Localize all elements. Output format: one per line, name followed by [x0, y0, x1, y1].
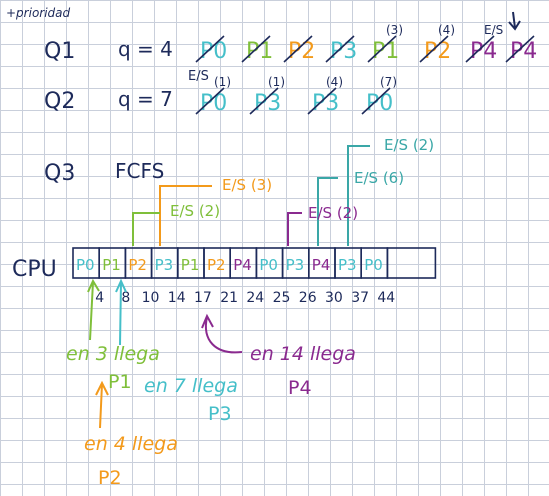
note-p3-proc: P3: [208, 403, 232, 425]
cpu-cell-label-10: P3: [338, 256, 357, 274]
io-bracket-green: [133, 213, 160, 246]
cpu-cell-label-8: P3: [285, 256, 305, 274]
arrival-arrow-p3: [116, 281, 126, 345]
io-label-teal-6: E/S (6): [354, 169, 405, 187]
q3-label: Q3: [44, 161, 76, 186]
q1-item-4: P1: [372, 39, 400, 64]
q2-note-3: (7): [380, 75, 397, 89]
cpu-tick-5: 21: [220, 290, 239, 306]
note-p4-proc: P4: [288, 377, 312, 399]
cpu-tick-9: 30: [325, 290, 343, 306]
q1-item-2: P2: [288, 39, 316, 64]
q2-label: Q2: [44, 89, 76, 114]
q2-note-1: (1): [268, 75, 285, 89]
arrival-arrow-p1: [88, 281, 99, 340]
note-p1-proc: P1: [108, 371, 132, 393]
note-p1-text: en 3 llega: [66, 343, 160, 365]
cpu-cell-label-1: P1: [102, 256, 121, 274]
q1-item-7: P4: [510, 39, 538, 64]
q2-item-2: P3: [312, 91, 340, 116]
q1-item-3: P3: [330, 39, 358, 64]
cpu-tick-7: 25: [272, 290, 291, 306]
cpu-tick-10: 37: [351, 290, 370, 306]
q3-policy: FCFS: [115, 159, 165, 183]
io-bracket-teal-2: [348, 146, 370, 246]
q1-item-6: P4: [470, 39, 498, 64]
cpu-tick-11: 44: [377, 290, 396, 306]
q1-item-0: P0: [200, 39, 228, 64]
io-bracket-purple: [288, 213, 302, 246]
q2-item-0: P0: [200, 91, 228, 116]
q2-note-2: (4): [326, 75, 343, 89]
cpu-cell-label-9: P4: [311, 256, 331, 274]
io-label-orange: E/S (3): [222, 176, 273, 194]
q2-item-1: P3: [254, 91, 282, 116]
q1-item-5: P2: [424, 39, 452, 64]
cpu-cell-label-3: P3: [154, 256, 174, 274]
es-down-arrow: [509, 12, 520, 29]
cpu-tick-4: 17: [194, 290, 212, 306]
cpu-gantt-row: [73, 248, 435, 278]
q1-quantum: q = 4: [118, 37, 173, 61]
q1-label: Q1: [44, 39, 76, 64]
q1-note-5: (4): [438, 23, 455, 37]
cpu-cell-label-6: P4: [233, 256, 252, 274]
note-p3-text: en 7 llega: [144, 375, 238, 397]
cpu-cell-label-4: P1: [180, 256, 200, 274]
q1-note-6: E/S: [484, 23, 504, 37]
io-label-teal-2: E/S (2): [384, 136, 435, 154]
cpu-cell-empty: [387, 248, 435, 278]
cpu-tick-6: 24: [246, 290, 265, 306]
io-label-purple: E/S (2): [308, 204, 359, 222]
cpu-cell-label-0: P0: [76, 256, 95, 274]
cpu-tick-1: 8: [121, 290, 131, 306]
note-p2-proc: P2: [98, 467, 122, 489]
cpu-cell-label-2: P2: [128, 256, 147, 274]
cpu-tick-2: 10: [141, 290, 160, 306]
cpu-cell-label-7: P0: [259, 256, 278, 274]
q2-es-label: E/S: [188, 69, 209, 84]
q2-note-0: (1): [214, 75, 231, 89]
cpu-cell-label-5: P2: [207, 256, 226, 274]
note-p2-text: en 4 llega: [84, 433, 178, 455]
priority-title: +prioridad: [6, 6, 71, 20]
io-label-green: E/S (2): [170, 202, 221, 220]
q1-note-4: (3): [386, 23, 403, 37]
q1-queue-items: [196, 23, 537, 64]
q1-item-1: P1: [246, 39, 274, 64]
arrival-arrow-p2: [96, 383, 108, 428]
cpu-label: CPU: [12, 257, 57, 282]
cpu-tick-3: 14: [167, 290, 186, 306]
cpu-tick-0: 4: [95, 290, 105, 306]
q2-quantum: q = 7: [118, 87, 173, 111]
cpu-time-ticks: [95, 290, 395, 306]
q2-queue-items: [196, 75, 397, 116]
arrival-arrow-p4: [202, 316, 242, 352]
q2-item-3: P0: [366, 91, 394, 116]
note-p4-text: en 14 llega: [250, 343, 356, 365]
cpu-cell-label-11: P0: [364, 256, 383, 274]
cpu-tick-8: 26: [298, 290, 317, 306]
